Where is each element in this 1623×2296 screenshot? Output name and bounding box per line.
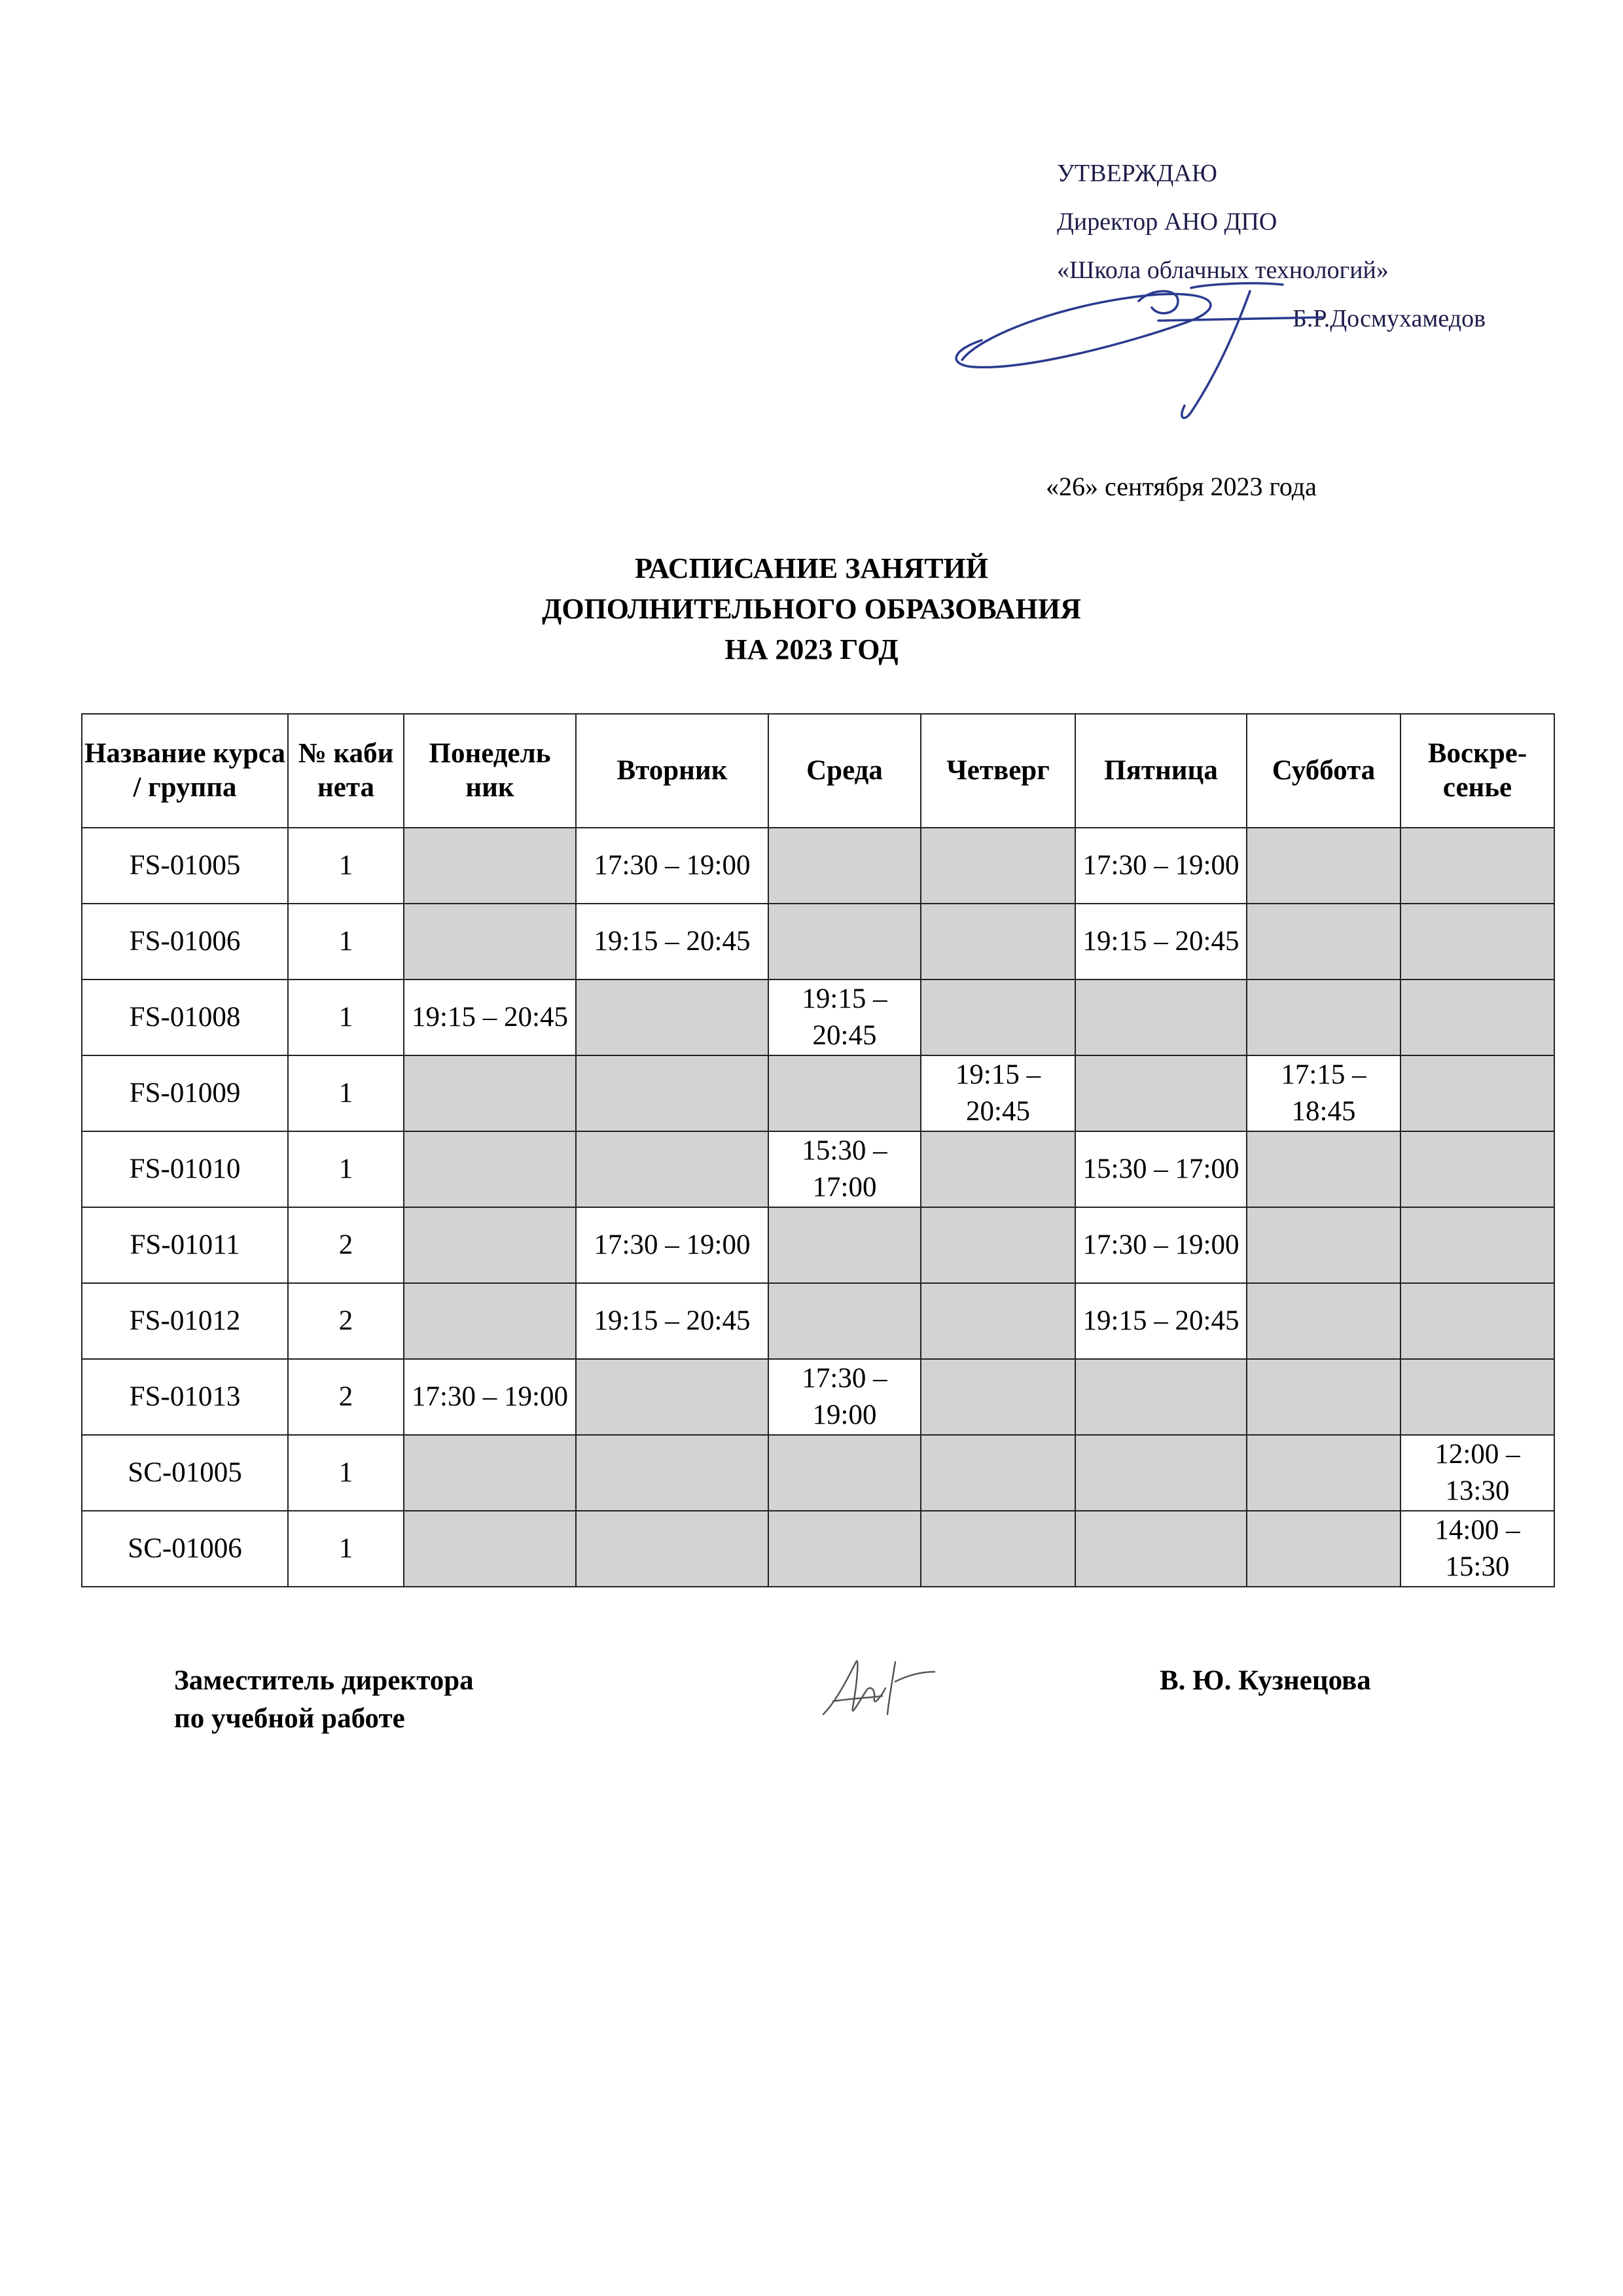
cell-thursday (921, 1131, 1075, 1207)
cell-thursday (921, 1283, 1075, 1359)
cell-group: FS-01011 (82, 1207, 288, 1283)
cell-tuesday (576, 1511, 768, 1587)
cell-friday: 17:30 – 19:00 (1075, 1207, 1247, 1283)
cell-saturday (1247, 828, 1400, 904)
table-row (82, 1359, 1554, 1435)
cell-thursday: 19:15 – 20:45 (921, 1055, 1075, 1131)
cell-saturday: 17:15 – 18:45 (1247, 1055, 1400, 1131)
cell-friday: 19:15 – 20:45 (1075, 904, 1247, 980)
cell-monday: 17:30 – 19:00 (404, 1359, 576, 1435)
cell-room: 2 (288, 1207, 404, 1283)
header-room: № каби нета (288, 714, 404, 828)
cell-room: 2 (288, 1359, 404, 1435)
cell-thursday (921, 980, 1075, 1055)
cell-wednesday (768, 1207, 921, 1283)
approval-heading: УТВЕРЖДАЮ (1057, 160, 1217, 187)
cell-room: 1 (288, 1055, 404, 1131)
approval-organization: «Школа облачных технологий» (1057, 256, 1389, 284)
cell-saturday (1247, 1131, 1400, 1207)
cell-tuesday: 19:15 – 20:45 (576, 1283, 768, 1359)
cell-saturday (1247, 1283, 1400, 1359)
cell-friday (1075, 980, 1247, 1055)
header-monday: Понедель ник (404, 714, 576, 828)
table-row (82, 980, 1554, 1055)
cell-tuesday (576, 1055, 768, 1131)
cell-sunday: 12:00 – 13:30 (1400, 1435, 1554, 1511)
cell-wednesday (768, 904, 921, 980)
cell-group: FS-01006 (82, 904, 288, 980)
cell-tuesday: 17:30 – 19:00 (576, 828, 768, 904)
cell-friday: 15:30 – 17:00 (1075, 1131, 1247, 1207)
table-row (82, 1207, 1554, 1283)
table-row (82, 828, 1554, 904)
cell-thursday (921, 828, 1075, 904)
signoff-position-line-1: Заместитель директора (174, 1665, 474, 1696)
approval-position: Директор АНО ДПО (1057, 208, 1277, 236)
cell-wednesday (768, 1511, 921, 1587)
title-line-3: НА 2023 ГОД (724, 633, 899, 665)
cell-tuesday (576, 1435, 768, 1511)
cell-tuesday (576, 980, 768, 1055)
cell-saturday (1247, 1511, 1400, 1587)
cell-friday (1075, 1511, 1247, 1587)
cell-group: FS-01005 (82, 828, 288, 904)
cell-room: 1 (288, 1511, 404, 1587)
header-wednesday: Среда (768, 714, 921, 828)
cell-room: 1 (288, 828, 404, 904)
cell-sunday: 14:00 – 15:30 (1400, 1511, 1554, 1587)
cell-sunday (1400, 1207, 1554, 1283)
document-date: «26» сентября 2023 года (1046, 472, 1317, 501)
cell-saturday (1247, 980, 1400, 1055)
cell-monday (404, 1283, 576, 1359)
cell-monday (404, 1511, 576, 1587)
approval-director-name: Б.Р.Досмухамедов (1293, 305, 1486, 332)
cell-wednesday (768, 1055, 921, 1131)
schedule-table (81, 713, 1555, 1587)
cell-group: FS-01008 (82, 980, 288, 1055)
table-row (82, 1511, 1554, 1587)
director-signature (942, 262, 1335, 425)
schedule-body (82, 828, 1554, 1587)
deputy-signature (797, 1636, 948, 1747)
cell-monday (404, 1207, 576, 1283)
cell-tuesday: 19:15 – 20:45 (576, 904, 768, 980)
header-saturday: Суббота (1247, 714, 1400, 828)
cell-tuesday: 17:30 – 19:00 (576, 1207, 768, 1283)
cell-saturday (1247, 1207, 1400, 1283)
cell-saturday (1247, 1359, 1400, 1435)
signoff-position-line-2: по учебной работе (174, 1703, 405, 1734)
cell-sunday (1400, 1055, 1554, 1131)
table-row (82, 1055, 1554, 1131)
cell-friday (1075, 1055, 1247, 1131)
cell-sunday (1400, 904, 1554, 980)
cell-group: FS-01010 (82, 1131, 288, 1207)
cell-thursday (921, 1511, 1075, 1587)
cell-wednesday: 15:30 – 17:00 (768, 1131, 921, 1207)
cell-monday (404, 1435, 576, 1511)
header-friday: Пятница (1075, 714, 1247, 828)
cell-friday (1075, 1359, 1247, 1435)
cell-group: SC-01006 (82, 1511, 288, 1587)
cell-room: 2 (288, 1283, 404, 1359)
table-row (82, 1435, 1554, 1511)
cell-thursday (921, 1359, 1075, 1435)
cell-wednesday (768, 1283, 921, 1359)
table-header-row (82, 714, 1554, 828)
cell-tuesday (576, 1359, 768, 1435)
table-row (82, 1283, 1554, 1359)
document-title (0, 548, 1623, 670)
header-tuesday: Вторник (576, 714, 768, 828)
cell-room: 1 (288, 980, 404, 1055)
cell-sunday (1400, 1283, 1554, 1359)
header-course: Название курса / группа (82, 714, 288, 828)
cell-group: FS-01013 (82, 1359, 288, 1435)
cell-wednesday (768, 828, 921, 904)
cell-saturday (1247, 904, 1400, 980)
cell-thursday (921, 1207, 1075, 1283)
cell-group: FS-01012 (82, 1283, 288, 1359)
header-sunday: Воскре-сенье (1400, 714, 1554, 828)
cell-wednesday (768, 1435, 921, 1511)
cell-friday (1075, 1435, 1247, 1511)
table-row (82, 904, 1554, 980)
signoff-position (174, 1662, 474, 1738)
cell-thursday (921, 904, 1075, 980)
cell-group: SC-01005 (82, 1435, 288, 1511)
cell-wednesday: 17:30 – 19:00 (768, 1359, 921, 1435)
cell-sunday (1400, 1359, 1554, 1435)
cell-room: 1 (288, 904, 404, 980)
cell-room: 1 (288, 1435, 404, 1511)
cell-group: FS-01009 (82, 1055, 288, 1131)
cell-wednesday: 19:15 – 20:45 (768, 980, 921, 1055)
cell-monday (404, 1131, 576, 1207)
signoff-name: В. Ю. Кузнецова (1160, 1665, 1371, 1696)
cell-monday (404, 904, 576, 980)
cell-monday: 19:15 – 20:45 (404, 980, 576, 1055)
cell-friday: 19:15 – 20:45 (1075, 1283, 1247, 1359)
header-thursday: Четверг (921, 714, 1075, 828)
cell-saturday (1247, 1435, 1400, 1511)
table-row (82, 1131, 1554, 1207)
cell-friday: 17:30 – 19:00 (1075, 828, 1247, 904)
cell-sunday (1400, 828, 1554, 904)
cell-room: 1 (288, 1131, 404, 1207)
cell-thursday (921, 1435, 1075, 1511)
cell-monday (404, 1055, 576, 1131)
cell-tuesday (576, 1131, 768, 1207)
cell-sunday (1400, 1131, 1554, 1207)
cell-monday (404, 828, 576, 904)
title-line-2: ДОПОЛНИТЕЛЬНОГО ОБРАЗОВАНИЯ (542, 593, 1081, 625)
title-line-1: РАСПИСАНИЕ ЗАНЯТИЙ (634, 552, 988, 584)
cell-sunday (1400, 980, 1554, 1055)
